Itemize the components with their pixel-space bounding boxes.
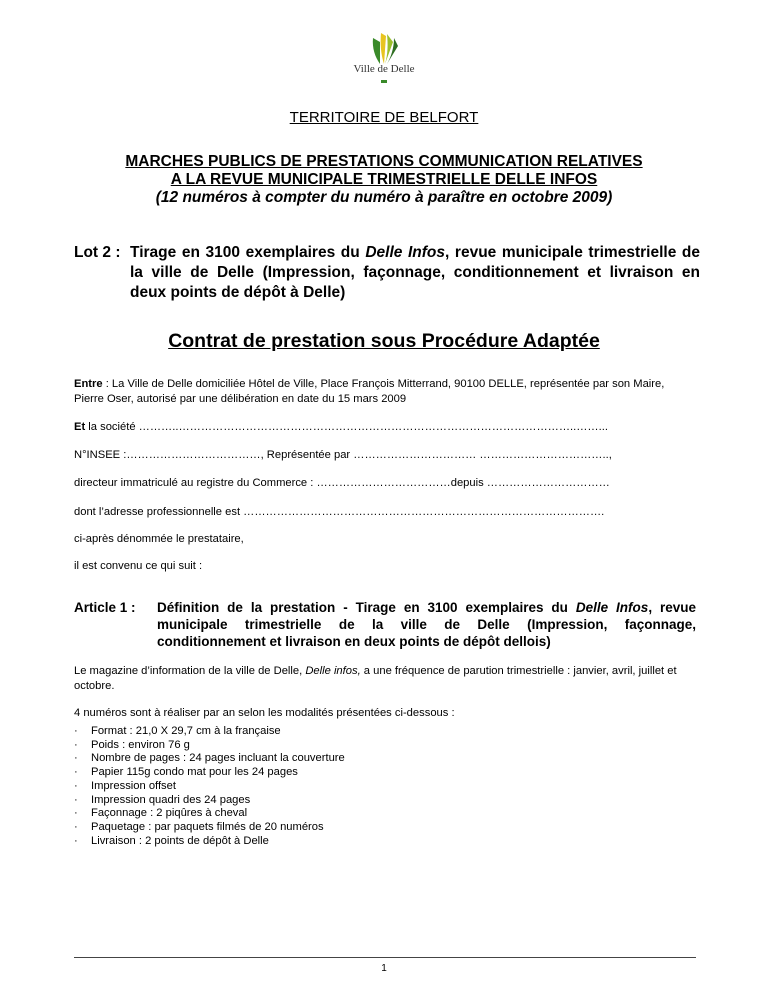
- entre-paragraph: Entre : La Ville de Delle domiciliée Hôtel de Ville, Place François Mitterrand, 90100 DELLE, représentée par son Maire, Pierre Oser, autorisé par une délibération en date du 15 mars 2009: [74, 378, 665, 405]
- lot-text: Tirage en 3100 exemplaires du Delle Infos, revue municipale trimestrielle de la ville de Delle (Impression, façonnage, conditionnement et livraison en deux points de dépôt à Delle): [130, 244, 700, 301]
- bullet: ·: [74, 725, 78, 737]
- bullet: ·: [74, 738, 78, 751]
- list-item-text: Impression quadri des 24 pages: [91, 793, 251, 806]
- bullet: ·: [74, 752, 78, 765]
- list-item-text: Format : 21,0 X 29,7 cm à la française: [91, 725, 281, 737]
- et-paragraph: Et la société ………..……………………………………………………………………………………………..……...: [74, 421, 608, 433]
- article-1-label: Article 1 :: [74, 600, 136, 615]
- insee-line: N°INSEE :………………………………, Représentée par …………………………… ……………………………..,: [74, 449, 612, 461]
- title-line-1: MARCHES PUBLICS DE PRESTATIONS COMMUNICATION RELATIVES: [125, 153, 643, 170]
- article-1-text: Définition de la prestation - Tirage en 3100 exemplaires du Delle Infos, revue municipale trimestrielle de la ville de Delle (Impression, façonnage, conditionnement et livraison en deux points de dépôt dellois): [157, 600, 697, 649]
- list-item-text: Livraison : 2 points de dépôt à Delle: [91, 834, 269, 847]
- bullet: ·: [74, 834, 78, 847]
- logo-dash: [381, 80, 387, 83]
- document-subtitle: (12 numéros à compter du numéro à paraître en octobre 2009): [155, 189, 613, 206]
- list-item: [74, 780, 345, 794]
- list-item-text: Poids : environ 76 g: [91, 738, 190, 751]
- logo-text: Ville de Delle: [353, 63, 415, 75]
- list-item: [74, 766, 345, 780]
- list-item: [74, 725, 345, 739]
- article-1-heading: [74, 599, 696, 650]
- contract-title: Contrat de prestation sous Procédure Adaptée: [168, 330, 600, 352]
- numeros-intro: 4 numéros sont à réaliser par an selon les modalités présentées ci-dessous :: [74, 707, 455, 719]
- bullet: ·: [74, 820, 78, 833]
- prestation-list: [74, 725, 345, 848]
- denommee-line: ci-après dénommée le prestataire,: [74, 533, 244, 545]
- footer-divider: [74, 957, 696, 958]
- list-item-text: Nombre de pages : 24 pages incluant la couverture: [91, 752, 345, 765]
- convenu-line: il est convenu ce qui suit :: [74, 560, 203, 572]
- title-line-2: A LA REVUE MUNICIPALE TRIMESTRIELLE DELLE INFOS: [170, 171, 598, 188]
- page-number: 1: [381, 963, 387, 974]
- list-item: [74, 835, 345, 849]
- lot-heading: [74, 243, 700, 303]
- list-item: [74, 752, 345, 766]
- list-item: [74, 807, 345, 821]
- list-item-text: Impression offset: [91, 779, 176, 792]
- bullet: ·: [74, 807, 78, 820]
- document-title: [60, 153, 708, 189]
- bullet: ·: [74, 766, 78, 779]
- lot-label: Lot 2 :: [74, 244, 121, 261]
- magazine-paragraph: Le magazine d’information de la ville de Delle, Delle infos, a une fréquence de parution trimestrielle : janvier, avril, juillet et octobre.: [74, 665, 677, 692]
- bullet: ·: [74, 779, 78, 792]
- list-item: [74, 739, 345, 753]
- department-heading: TERRITOIRE DE BELFORT: [289, 109, 479, 126]
- list-item: [74, 794, 345, 808]
- bullet: ·: [74, 793, 78, 806]
- registre-line: directeur immatriculé au registre du Commerce : ………………………………depuis ……………………………: [74, 477, 610, 489]
- list-item-text: Paquetage : par paquets filmés de 20 numéros: [91, 820, 324, 833]
- list-item-text: Façonnage : 2 piqûres à cheval: [91, 807, 248, 820]
- ville-de-delle-logo: [342, 24, 426, 84]
- list-item: [74, 821, 345, 835]
- list-item-text: Papier 115g condo mat pour les 24 pages: [91, 766, 298, 779]
- adresse-line: dont l’adresse professionnelle est …………………………………………………………………………………….: [74, 506, 605, 518]
